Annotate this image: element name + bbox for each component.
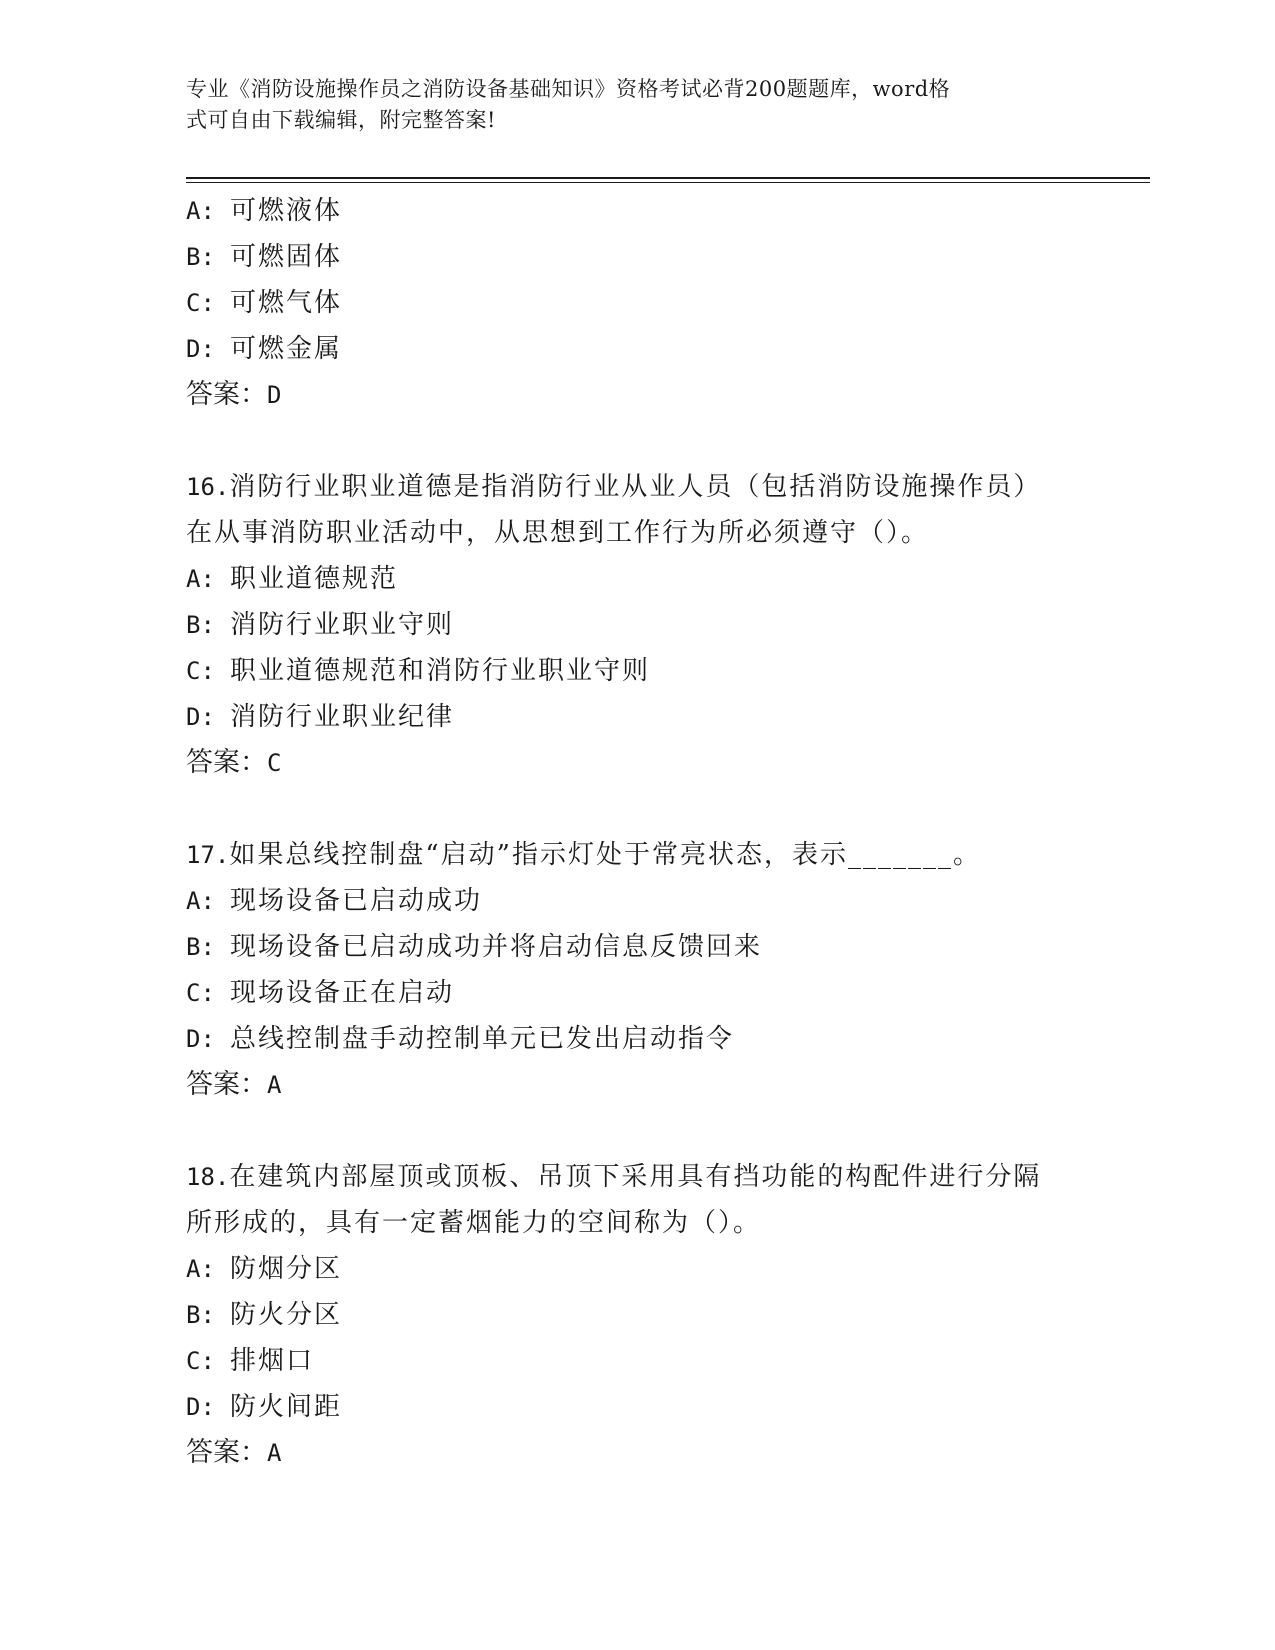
- option-text: 现场设备正在启动: [230, 978, 455, 1008]
- option-key: D:: [186, 1025, 215, 1053]
- document-header: [186, 74, 1066, 136]
- question-stem-line-2: 在从事消防职业活动中，从思想到工作行为所必须遵守（）。: [186, 518, 930, 548]
- option-key: B:: [186, 1301, 215, 1329]
- question-18: [186, 1154, 1086, 1476]
- option-b: [186, 602, 1086, 648]
- question-17: [186, 832, 1086, 1108]
- option-text: 防火间距: [230, 1392, 343, 1422]
- option-a: [186, 878, 1086, 924]
- option-d: [186, 694, 1086, 740]
- option-key: C:: [186, 1347, 215, 1375]
- header-divider-thin: [186, 182, 1150, 183]
- option-a: [186, 1246, 1086, 1292]
- option-key: C:: [186, 657, 215, 685]
- question-stem-line-1: 如果总线控制盘“启动”指示灯处于常亮状态，表示_______。: [229, 840, 981, 870]
- spacer: [186, 1108, 1086, 1154]
- answer-line: [186, 372, 1086, 418]
- option-text: 可燃液体: [230, 196, 343, 226]
- answer-label: 答案：: [186, 379, 267, 410]
- answer-label: 答案：: [186, 747, 267, 778]
- option-b: [186, 234, 1086, 280]
- option-c: [186, 648, 1086, 694]
- option-d: [186, 1016, 1086, 1062]
- question-number: 18.: [186, 1163, 230, 1191]
- option-c: [186, 280, 1086, 326]
- option-key: B:: [186, 243, 215, 271]
- header-divider-thick: [186, 177, 1150, 179]
- option-a: [186, 556, 1086, 602]
- answer-value: C: [267, 749, 282, 777]
- question-16: [186, 464, 1086, 786]
- question-number: 17.: [186, 841, 230, 869]
- option-text: 职业道德规范和消防行业职业守则: [230, 656, 651, 686]
- spacer: [186, 786, 1086, 832]
- option-key: C:: [186, 289, 215, 317]
- question-stem: [186, 1154, 1086, 1200]
- answer-label: 答案：: [186, 1437, 267, 1468]
- answer-value: A: [267, 1071, 282, 1099]
- question-stem: [186, 464, 1086, 510]
- option-text: 消防行业职业纪律: [230, 702, 455, 732]
- option-key: C:: [186, 979, 215, 1007]
- question-list: [186, 188, 1086, 1476]
- question-stem-line-1: 消防行业职业道德是指消防行业从业人员（包括消防设施操作员）: [229, 472, 1042, 502]
- option-d: [186, 326, 1086, 372]
- option-key: A:: [186, 197, 215, 225]
- answer-value: D: [267, 381, 282, 409]
- option-text: 可燃固体: [230, 242, 343, 272]
- option-text: 防烟分区: [230, 1254, 343, 1284]
- option-text: 排烟口: [230, 1346, 315, 1376]
- option-key: D:: [186, 335, 215, 363]
- answer-line: [186, 1062, 1086, 1108]
- option-b: [186, 1292, 1086, 1338]
- answer-value: A: [267, 1439, 282, 1467]
- option-key: B:: [186, 933, 215, 961]
- option-c: [186, 1338, 1086, 1384]
- question-stem: [186, 832, 1086, 878]
- option-text: 职业道德规范: [230, 564, 399, 594]
- question-15: [186, 188, 1086, 418]
- option-key: A:: [186, 887, 215, 915]
- option-c: [186, 970, 1086, 1016]
- option-key: D:: [186, 703, 215, 731]
- question-stem-line-2: 所形成的，具有一定蓄烟能力的空间称为（）。: [186, 1208, 762, 1238]
- answer-line: [186, 740, 1086, 786]
- spacer: [186, 418, 1086, 464]
- option-text: 总线控制盘手动控制单元已发出启动指令: [230, 1024, 735, 1054]
- answer-line: [186, 1430, 1086, 1476]
- option-text: 可燃气体: [230, 288, 343, 318]
- header-line-1: 专业《消防设施操作员之消防设备基础知识》资格考试必背200题题库，word格: [186, 77, 951, 101]
- option-text: 现场设备已启动成功: [230, 886, 483, 916]
- option-text: 消防行业职业守则: [230, 610, 455, 640]
- option-key: D:: [186, 1393, 215, 1421]
- option-key: A:: [186, 1255, 215, 1283]
- option-key: B:: [186, 611, 215, 639]
- option-key: A:: [186, 565, 215, 593]
- option-d: [186, 1384, 1086, 1430]
- option-text: 现场设备已启动成功并将启动信息反馈回来: [230, 932, 763, 962]
- question-number: 16.: [186, 473, 230, 501]
- option-b: [186, 924, 1086, 970]
- question-stem-line-1: 在建筑内部屋顶或顶板、吊顶下采用具有挡功能的构配件进行分隔: [229, 1162, 1042, 1192]
- header-line-2: 式可自由下载编辑，附完整答案!: [186, 108, 496, 132]
- option-text: 防火分区: [230, 1300, 343, 1330]
- answer-label: 答案：: [186, 1069, 267, 1100]
- option-text: 可燃金属: [230, 334, 343, 364]
- option-a: [186, 188, 1086, 234]
